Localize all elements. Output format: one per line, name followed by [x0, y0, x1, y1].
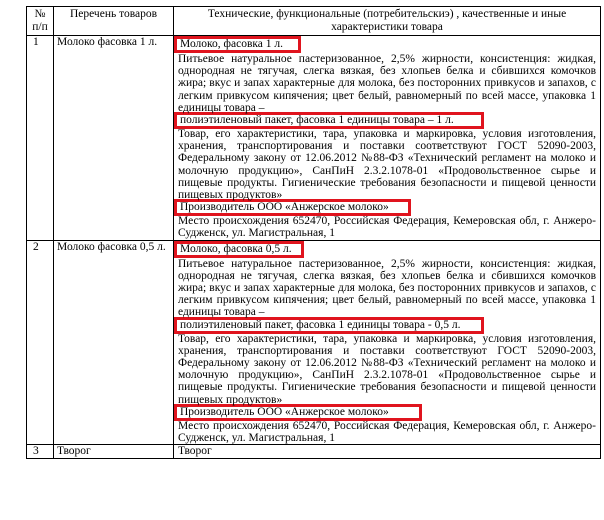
item-name: Молоко фасовка 0,5 л. — [54, 240, 174, 445]
table-row — [27, 240, 601, 445]
row-number: 3 — [27, 445, 54, 459]
highlight-producer: Производитель ООО «Анжерское молоко» — [174, 199, 411, 216]
header-num: № п/п — [27, 7, 54, 36]
item-name: Творог — [54, 445, 174, 459]
header-spec: Технические, функциональные (потребительскиэ) , качественные и иные характеристики товара — [174, 7, 601, 36]
spec-description: Питьевое натуральное пастеризованное, 2,5% жирности, консистенция: жидкая, однородная не тягучая, слегка вязкая, без хлопьев белка и сбившихся комочков жира; вкус и запах характерные для молока, без посторонних привкусов и запахов, с легким привкусом кипячения; цвет белый, равномерный по всей массе, упаковка 1 единицы товара – — [178, 53, 596, 114]
row-number: 2 — [27, 240, 54, 445]
spec-description: Питьевое натуральное пастеризованное, 2,5% жирности, консистенция: жидкая, однородная не тягучая, слегка вязкая, без хлопьев белка и сбившихся комочков жира; вкус и запах характерные для молока, без посторонних привкусов и запахов, с легким привкусом кипячения; цвет белый, равномерный по всей массе, упаковка 1 единицы товара – — [178, 257, 596, 319]
highlight-producer: Производитель ООО «Анжерское молоко» — [174, 404, 422, 421]
item-spec — [174, 36, 601, 241]
row-number: 1 — [27, 36, 54, 241]
spec-origin: Место происхождения 652470, Российская Федерация, Кемеровская обл, г. Анжеро-Судженск, ул. Магистральная, 1 — [178, 215, 596, 240]
spec-title: Творог — [178, 445, 212, 458]
spec-standards: Товар, его характеристики, тара, упаковка и маркировка, условия изготовления, хранения, транспортирования и поставки соответствуют ГОСТ 52090-2003, Федеральному закону от 12.06.2012 №88-ФЗ «Технический регламент на молоко и молочную продукцию», СанПиН 2.3.2.1078-01 «Продовольственное сырье и пищевые продукты. Гигиенические требования безопасности и пищевой ценности пищевых продуктов» — [178, 332, 596, 406]
highlight-title: Молоко, фасовка 1 л. — [174, 36, 301, 53]
highlight-pack: полиэтиленовый пакет, фасовка 1 единицы товара - 0,5 л. — [174, 317, 484, 334]
item-spec — [174, 240, 601, 445]
header-items: Перечень товаров — [54, 7, 174, 36]
spec-origin: Место происхождения 652470, Российская Федерация, Кемеровская обл, г. Анжеро-Судженск, ул. Магистральная, 1 — [178, 419, 596, 445]
item-spec — [174, 445, 601, 459]
table-header-row — [27, 7, 601, 36]
goods-table — [26, 6, 601, 459]
spec-standards: Товар, его характеристики, тара, упаковка и маркировка, условия изготовления, хранения, транспортирования и поставки соответствуют ГОСТ 52090-2003, Федеральному закону от 12.06.2012 №88-ФЗ «Технический регламент на молоко и молочную продукцию», СанПиН 2.3.2.1078-01 «Продовольственное сырье и пищевые продукты. Гигиенические требования безопасности и пищевой ценности пищевых продуктов» — [178, 128, 596, 202]
item-name: Молоко фасовка 1 л. — [54, 36, 174, 241]
table-row — [27, 445, 601, 459]
highlight-title: Молоко, фасовка 0,5 л. — [174, 241, 304, 258]
highlight-pack: полиэтиленовый пакет, фасовка 1 единицы товара – 1 л. — [174, 112, 484, 129]
table-row — [27, 36, 601, 241]
